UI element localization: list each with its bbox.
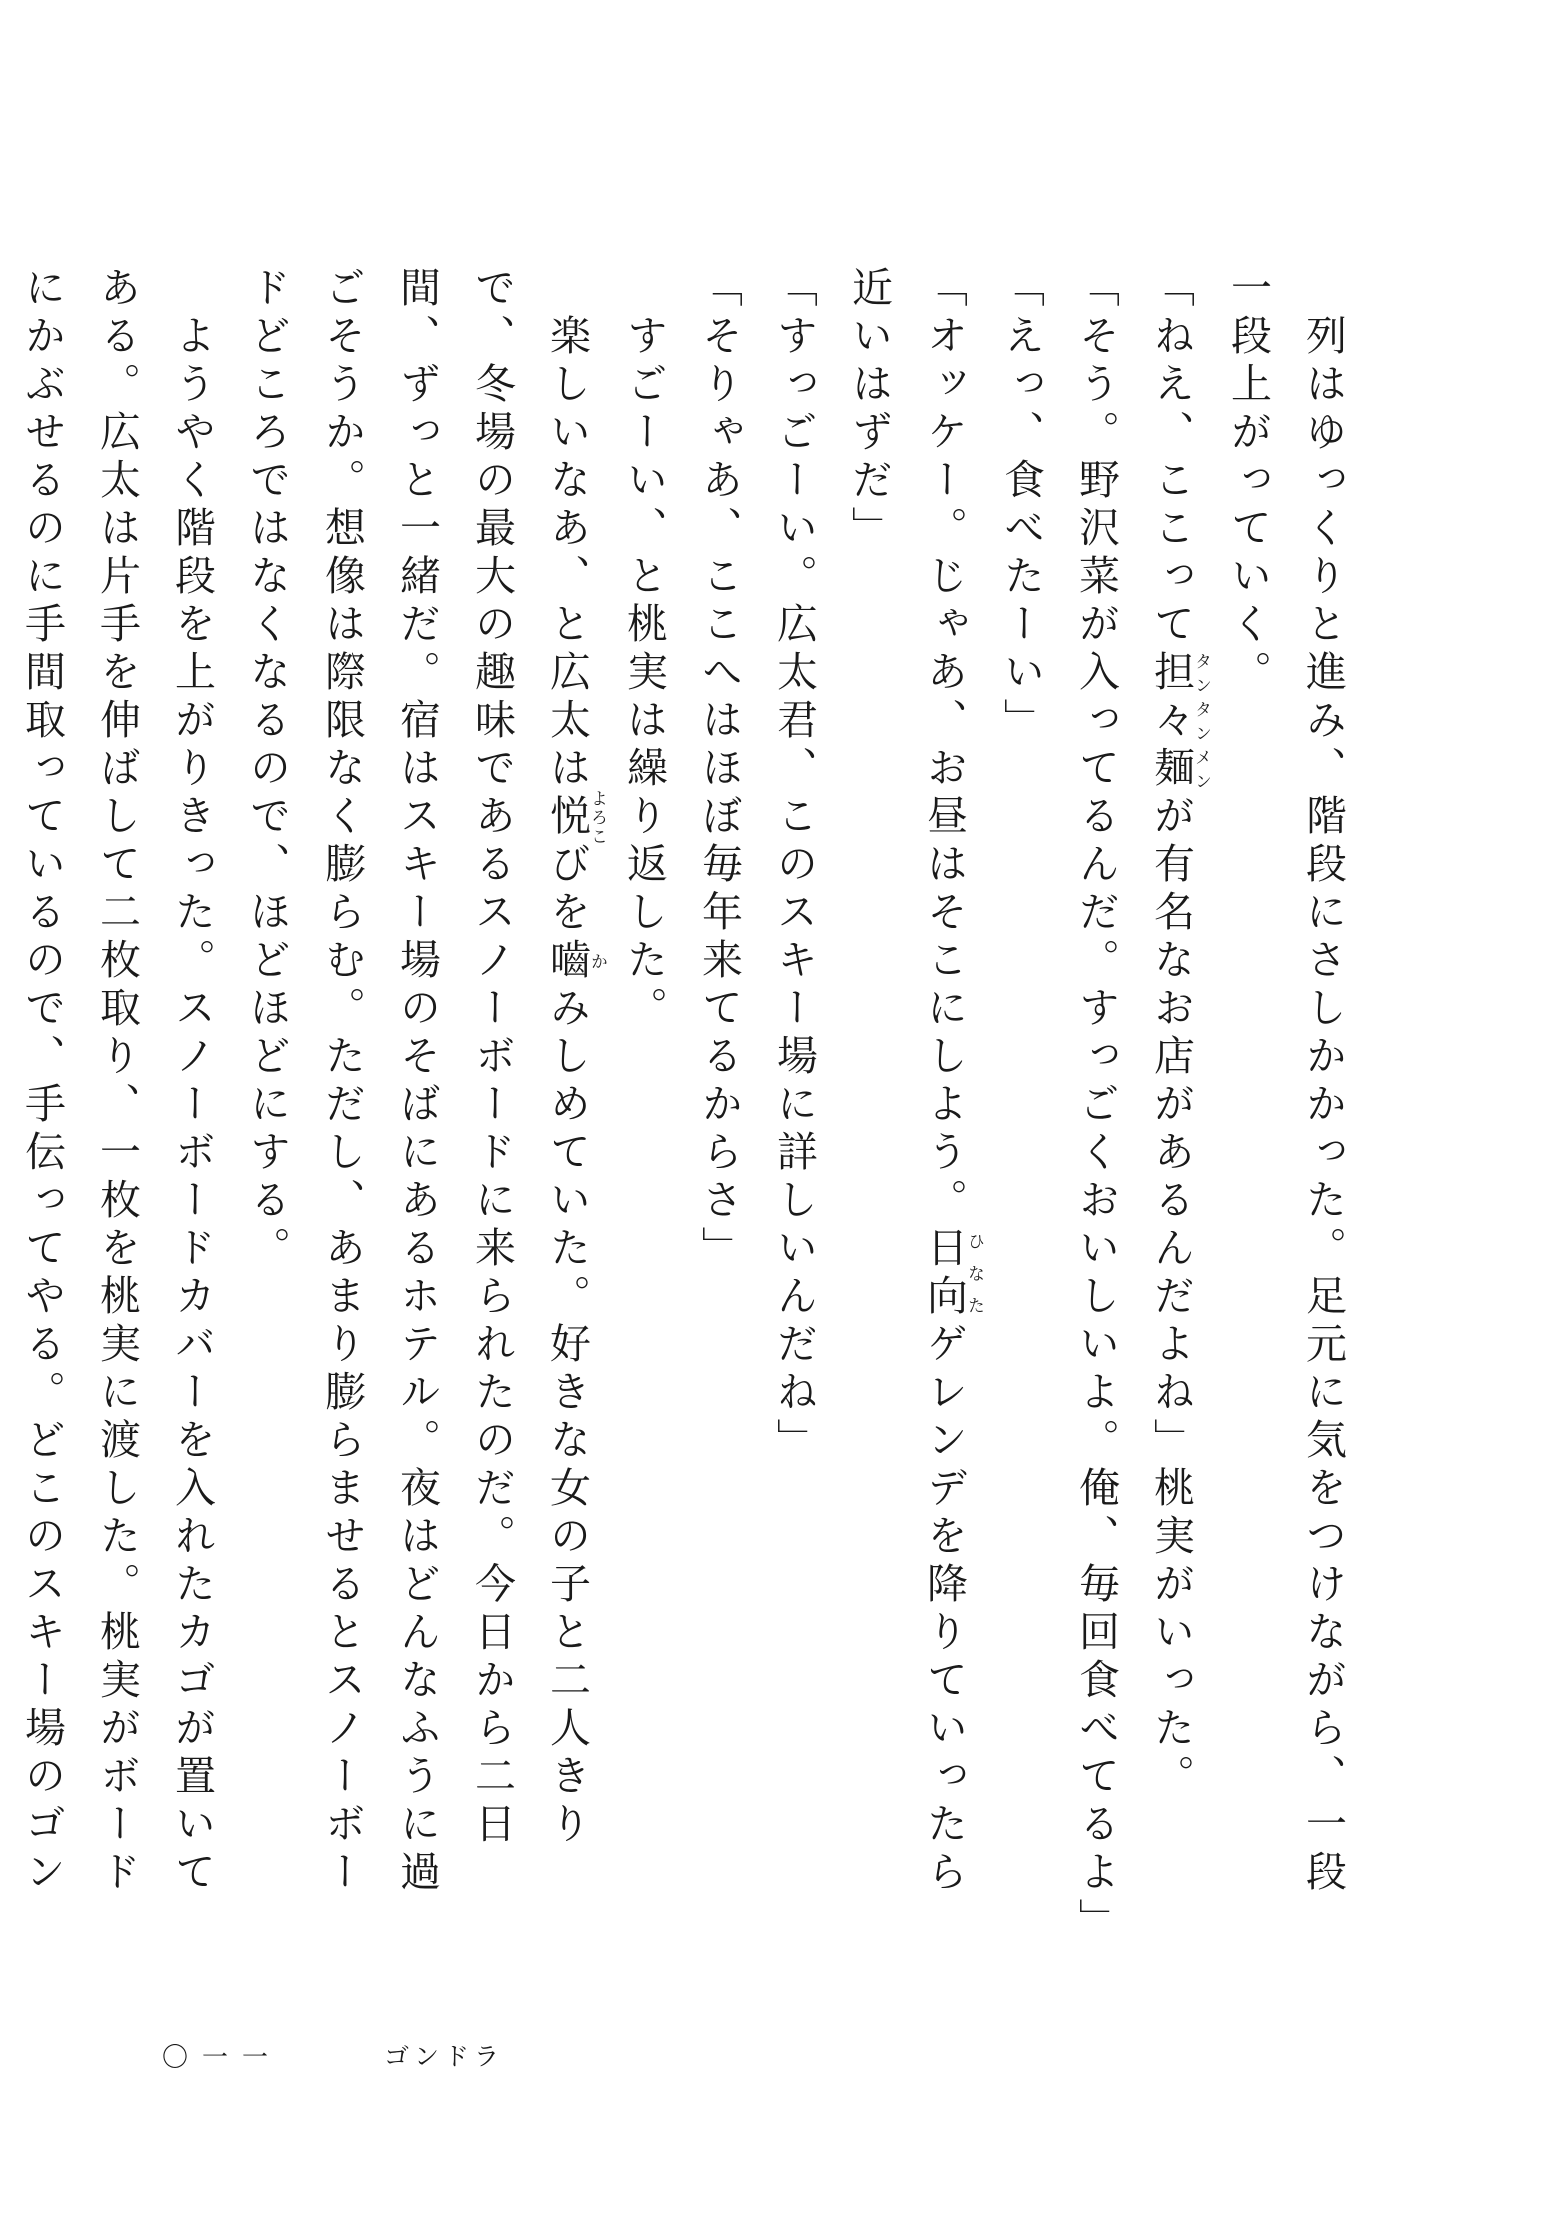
text-run: みしめていた。好きな女の子と二人きりで、冬場の最大の趣味であるスノーボードに来られたのだ。今日から二日間、ずっと一緒だ。宿はスキー場のそばにあるホテル。夜はどんなふうに過ごそうか。想像は際限なく膨らむ。ただし、あまり膨らませるとスノーボードどころではなくなるので、ほどほどにする。 bbox=[243, 266, 591, 1898]
ruby-annotation bbox=[1147, 650, 1211, 794]
paragraph bbox=[681, 266, 756, 1936]
ruby-base: 嚙 bbox=[543, 938, 591, 986]
text-run: 「えっ、食べたーい」 bbox=[997, 266, 1045, 746]
ruby-reading: か bbox=[587, 938, 607, 986]
ruby-base: 担々麺 bbox=[1147, 650, 1195, 794]
ruby-reading: タンタンメン bbox=[1191, 650, 1211, 794]
running-title: ゴンドラ bbox=[384, 2042, 505, 2071]
vertical-text-block bbox=[18, 266, 1360, 1946]
text-run: 列はゆっくりと進み、階段にさしかかった。足元に気をつけながら、一段一段上がっていく。 bbox=[1224, 266, 1347, 1898]
paragraph bbox=[983, 266, 1058, 1936]
paragraph bbox=[756, 266, 831, 1936]
text-run: びを bbox=[543, 842, 591, 938]
paragraph bbox=[0, 266, 229, 1936]
text-run: ゲレンデを降りていったら近いはずだ」 bbox=[845, 266, 968, 1898]
paragraph bbox=[1058, 266, 1133, 1946]
ruby-reading: ひなた bbox=[964, 1226, 984, 1322]
page-number: 〇一一 bbox=[162, 2043, 283, 2073]
paragraph bbox=[606, 266, 681, 1936]
text-run: 楽しいなあ、と広太は bbox=[543, 266, 591, 794]
paragraph bbox=[1210, 266, 1360, 1936]
page-footer bbox=[0, 2037, 1543, 2087]
text-run: ようやく階段を上がりきった。スノーボードカバーを入れたカゴが置いてある。広太は片手を伸ばして二枚取り、一枚を桃実に渡した。桃実がボードにかぶせるのに手間取っているので、手伝ってやる。どこのスキー場のゴン bbox=[18, 266, 216, 1898]
ruby-annotation bbox=[543, 938, 607, 986]
ruby-annotation bbox=[920, 1226, 984, 1322]
text-run: すごーい、と桃実は繰り返した。 bbox=[620, 266, 668, 1034]
text-run: 「ねえ、ここって bbox=[1147, 266, 1195, 650]
text-run: 「オッケー。じゃあ、お昼はそこにしよう。 bbox=[920, 266, 968, 1226]
ruby-base: 悦 bbox=[543, 789, 591, 847]
text-run: 「すっごーい。広太君、このスキー場に詳しいんだね」 bbox=[770, 266, 818, 1466]
text-run: が有名なお店があるんだよね」桃実がいった。 bbox=[1147, 794, 1195, 1802]
ruby-base: 日向 bbox=[920, 1226, 968, 1322]
paragraph bbox=[831, 266, 983, 1936]
ruby-reading: よろこ bbox=[587, 789, 607, 847]
ruby-annotation bbox=[543, 789, 607, 847]
text-run: 「そう。野沢菜が入ってるんだ。すっごくおいしいよ。俺、毎回食べてるよ」 bbox=[1072, 266, 1120, 1946]
paragraph bbox=[229, 266, 606, 1936]
paragraph bbox=[1133, 266, 1210, 1936]
text-run: 「そりゃあ、ここへはほぼ毎年来てるからさ」 bbox=[695, 266, 743, 1274]
